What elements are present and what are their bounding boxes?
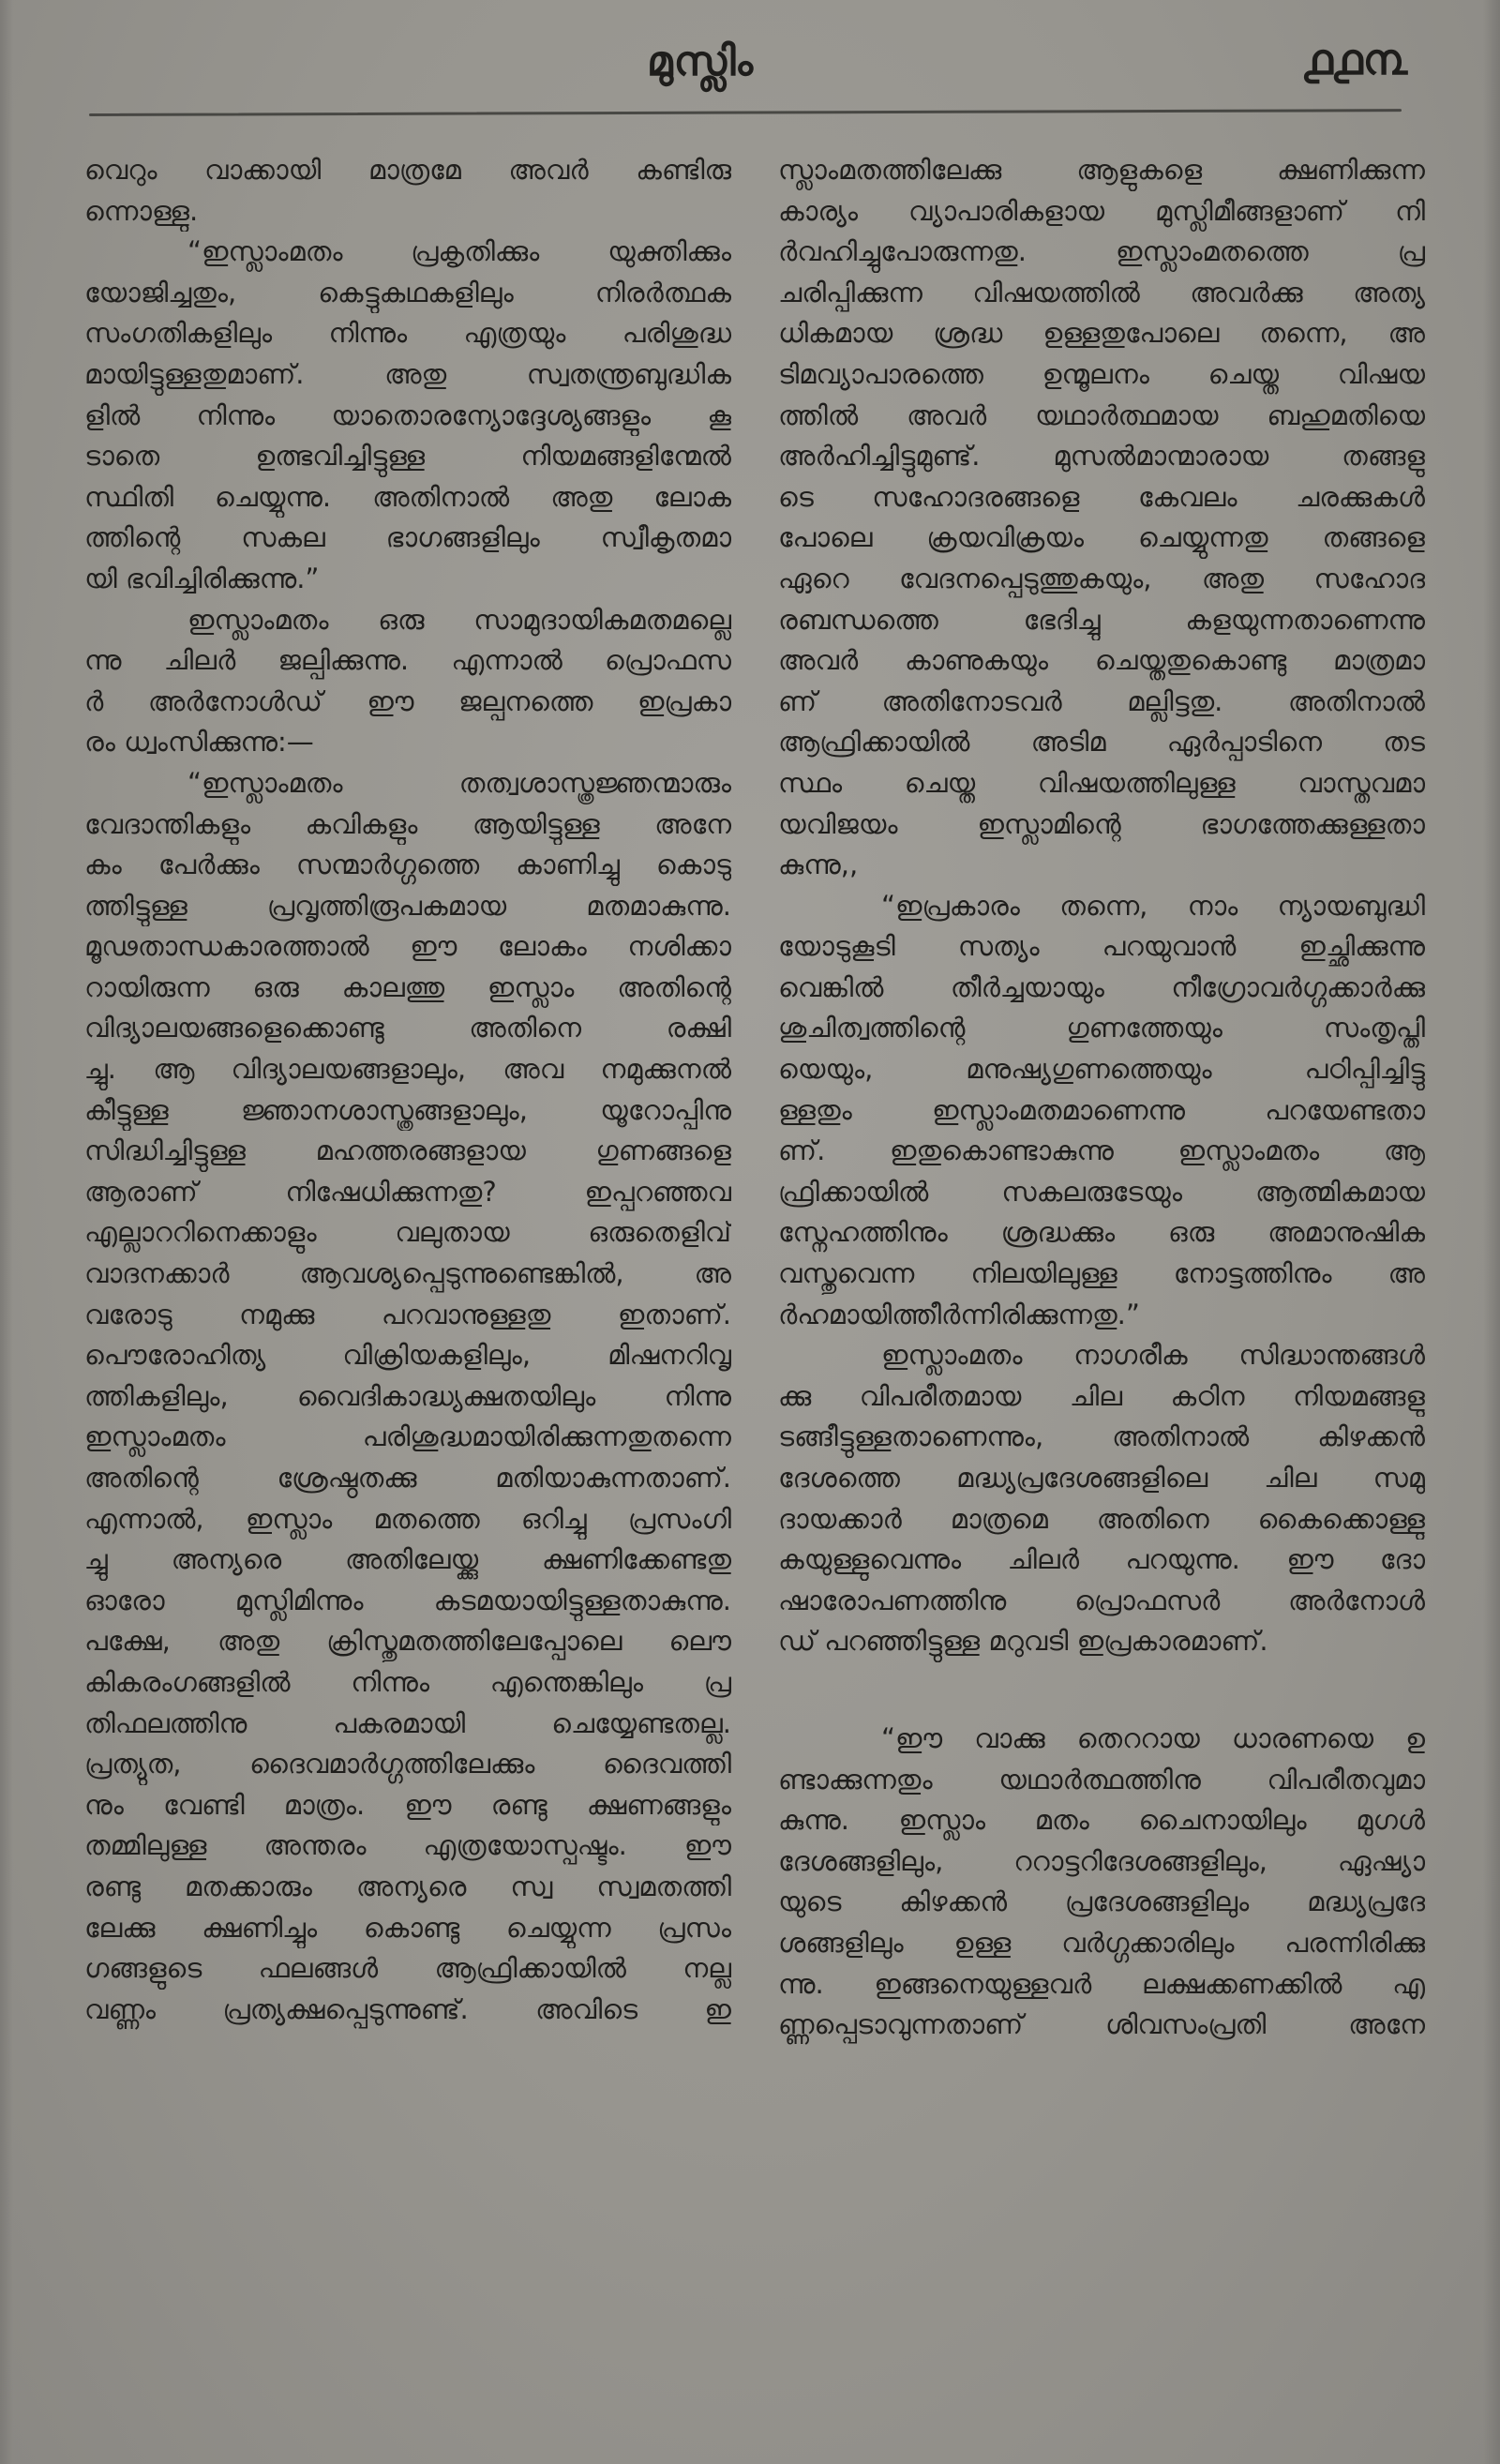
text-line: ഓരോ മുസ്ലിമിന്നും കടമയായിട്ടുള്ളതാകുന്നു.	[84, 1584, 731, 1616]
text-line: ത്തിൽ അവർ യഥാർത്ഥമായ ബഹുമതിയെ	[778, 398, 1425, 431]
text-line: തമ്മിലുള്ള അന്തരം എത്രയോസ്പഷ്ടം. ഈ	[84, 1829, 731, 1862]
text-line: വിദ്യാലയങ്ങളെക്കൊണ്ടു അതിനെ രക്ഷി	[84, 1012, 731, 1044]
text-line: അർഹിച്ചിട്ടുമുണ്ട്. മുസൽമാന്മാരായ തങ്ങളു	[778, 440, 1425, 473]
text-line: മൂഢതാന്ധകാരത്താൽ ഈ ലോകം നശിക്കാ	[84, 930, 731, 963]
text-line: ടിമവ്യാപാരത്തെ ഉന്മൂലനം ചെയ്ത വിഷയ	[778, 357, 1425, 390]
text-line: ആരാണ് നിഷേധിക്കുന്നതു? ഇപ്പറഞ്ഞവ	[84, 1175, 731, 1208]
text-line: വേദാന്തികളും കവികളും ആയിട്ടുള്ള അനേ	[84, 807, 731, 840]
text-line: ത്തിട്ടുള്ള പ്രവൃത്തിരൂപകമായ മതമാകുന്നു.	[84, 889, 731, 922]
text-line: ടെ സഹോദരങ്ങളെ കേവലം ചരക്കുകൾ	[778, 480, 1425, 513]
text-line: “ഈ വാക്കു തെററായ ധാരണയെ ഉ	[881, 1721, 1425, 1754]
page-number: ൧൧൩	[1303, 34, 1408, 84]
text-line: യുടെ കിഴക്കൻ പ്രദേശങ്ങളിലും മദ്ധ്യപ്രദേ	[778, 1886, 1425, 1918]
text-line: കുന്നു,,	[778, 849, 859, 881]
text-line: ശുചിത്വത്തിന്റെ ഗുണത്തേയും സംതൃപ്തി	[778, 1012, 1425, 1044]
text-line: വെങ്കിൽ തീർച്ചയായും നീഗ്രോവർഗ്ഗക്കാർക്കു	[778, 970, 1425, 1003]
text-line: ച്ചു. ആ വിദ്യാലയങ്ങളാലും, അവ നമുക്കുനൽ	[84, 1053, 731, 1086]
text-line: ഇസ്ലാംമതം ഒരു സാമുദായികമതമല്ലെ	[188, 603, 731, 636]
text-line: ഫ്രിക്കായിൽ സകലരുടേയും ആത്മികമായ	[778, 1175, 1425, 1208]
text-line: ത്തികളിലും, വൈദികാദ്ധ്യക്ഷതയിലും നിന്നു	[84, 1379, 731, 1412]
text-line: ർഹമായിത്തീർന്നിരിക്കുന്നതു.”	[778, 1298, 1140, 1330]
text-line: കാര്യം വ്യാപാരികളായ മുസ്ലിമീങ്ങളാണ് നി	[778, 194, 1425, 227]
text-line: ണ്ണപ്പെടാവുന്നതാണ് ശിവസംപ്രതി അനേ	[778, 2008, 1425, 2041]
text-line: പൌരോഹിത്യ വിക്രിയകളിലും, മിഷനറിവൃ	[84, 1339, 731, 1372]
text-line: സ്ഥിതി ചെയ്യുന്നു. അതിനാൽ അതു ലോക	[84, 480, 731, 513]
text-line: ന്നൊള്ളു.	[84, 194, 199, 227]
text-line: അതിന്റെ ശ്രേഷ്ഠതക്കു മതിയാകുന്നതാണ്.	[84, 1462, 731, 1494]
text-line: രം ധ്വംസിക്കുന്നു:—	[84, 726, 314, 759]
text-line: അവർ കാണുകയും ചെയ്തതുകൊണ്ടു മാത്രമാ	[778, 644, 1425, 677]
scan-edge-right	[1483, 0, 1500, 2464]
text-line: വണ്ണം പ്രത്യക്ഷപ്പെടുന്നുണ്ട്. അവിടെ ഇ	[84, 1992, 731, 2025]
text-line: ഏറെ വേദനപ്പെടുത്തുകയും, അതു സഹോദ	[778, 562, 1425, 594]
text-line: ചരിപ്പിക്കുന്ന വിഷയത്തിൽ അവർക്കു അത്യ	[778, 276, 1425, 308]
text-line: പ്രത്യുത, ദൈവമാർഗ്ഗത്തിലേക്കും ദൈവത്തി	[84, 1748, 731, 1780]
text-line: ണ്. ഇതുകൊണ്ടാകുന്നു ഇസ്ലാംമതം ആ	[778, 1134, 1425, 1167]
running-head	[0, 34, 1500, 99]
text-line: ഗങ്ങളുടെ ഫലങ്ങൾ ആഫ്രിക്കായിൽ നല്ല	[84, 1952, 731, 1985]
text-line: റായിരുന്ന ഒരു കാലത്തു ഇസ്ലാം അതിന്റെ	[84, 970, 731, 1003]
text-line: ത്തിന്റെ സകല ഭാഗങ്ങളിലും സ്വീകൃതമാ	[84, 521, 731, 554]
text-line: ർവഹിച്ചുപോരുന്നതു. ഇസ്ലാംമതത്തെ പ്ര	[778, 235, 1425, 268]
text-line: വാദനക്കാർ ആവശ്യപ്പെടുന്നുണ്ടെങ്കിൽ, അ	[84, 1257, 731, 1290]
text-line: ടാതെ ഉത്ഭവിച്ചിട്ടുള്ള നിയമങ്ങളിന്മേൽ	[84, 440, 731, 473]
text-line: ണ്ടാക്കുന്നതും യഥാർത്ഥത്തിനു വിപരീതവുമാ	[778, 1763, 1425, 1795]
text-line: സ്ലാംമതത്തിലേക്കു ആളുകളെ ക്ഷണിക്കുന്ന	[778, 154, 1425, 186]
text-line: ന്നു ചിലർ ജല്പിക്കുന്നു. എന്നാൽ പ്രൊഫസ	[84, 644, 731, 677]
text-line: യവിജയം ഇസ്ലാമിന്റെ ഭാഗത്തേക്കുള്ളതാ	[778, 807, 1425, 840]
text-line: സംഗതികളിലും നിന്നും എത്രയും പരിശുദ്ധ	[84, 317, 731, 350]
text-line: “ഇസ്ലാംമതം തത്വശാസ്ത്രജ്ഞന്മാരും	[188, 766, 731, 799]
text-line: സിദ്ധിച്ചിട്ടുള്ള മഹത്തരങ്ങളായ ഗുണങ്ങളെ	[84, 1134, 731, 1167]
text-line: കുന്നു. ഇസ്ലാം മതം ചൈനായിലും മുഗൾ	[778, 1804, 1425, 1837]
text-line: “ഇപ്രകാരം തന്നെ, നാം ന്യായബുദ്ധി	[881, 889, 1425, 922]
text-line: വരോടു നമുക്കു പറവാനുള്ളതു ഇതാണ്.	[84, 1298, 731, 1330]
text-line: ടങ്ങീട്ടുള്ളതാണെന്നും, അതിനാൽ കിഴക്കൻ	[778, 1420, 1425, 1453]
text-line: യി ഭവിച്ചിരിക്കുന്നു.”	[84, 562, 320, 594]
text-line: ലേക്കു ക്ഷണിച്ചും കൊണ്ടു ചെയ്യുന്ന പ്രസം	[84, 1911, 731, 1944]
text-line: ധികമായ ശ്രദ്ധ ഉള്ളതുപോലെ തന്നെ, അ	[778, 317, 1425, 350]
scan-edge-left	[0, 0, 13, 2464]
text-line: തിഫലത്തിനു പകരമായി ചെയ്യേണ്ടതല്ല.	[84, 1706, 731, 1739]
text-line: പോലെ ക്രയവിക്രയം ചെയ്യുന്നതു തങ്ങളെ	[778, 521, 1425, 554]
text-line: രണ്ടു മതക്കാരും അന്യരെ സ്വ സ്വമതത്തി	[84, 1870, 731, 1902]
header-rule	[89, 109, 1402, 116]
text-line: വസ്തുവെന്ന നിലയിലുള്ള നോട്ടത്തിനും അ	[778, 1257, 1425, 1290]
text-line: കികരംഗങ്ങളിൽ നിന്നും എന്തെങ്കിലും പ്ര	[84, 1665, 731, 1698]
text-line: മായിട്ടുള്ളതുമാണ്. അതു സ്വതന്ത്രബുദ്ധിക	[84, 357, 731, 390]
text-line: ഇസ്ലാംമതം പരിശുദ്ധമായിരിക്കുന്നതുതന്നെ	[84, 1420, 731, 1453]
text-line: പക്ഷേ, അതു ക്രിസ്തുമതത്തിലേപ്പോലെ ലൌ	[84, 1625, 731, 1658]
running-title: മുസ്ലിം	[647, 38, 755, 85]
text-line: ളിൽ നിന്നും യാതൊരന്യോദ്ദേശ്യങ്ങളും കൂ	[84, 398, 731, 431]
text-line: കീട്ടുള്ള ജ്ഞാനശാസ്ത്രങ്ങളാലും, യൂറോപ്പിനു	[84, 1093, 731, 1126]
text-line: സ്നേഹത്തിനും ശ്രദ്ധക്കും ഒരു അമാനുഷിക	[778, 1216, 1425, 1249]
text-line: കയുള്ളുവെന്നും ചിലർ പറയുന്നു. ഈ ദോ	[778, 1543, 1425, 1576]
text-line: യോജിച്ചതും, കെട്ടുകഥകളിലും നിരർത്ഥക	[84, 276, 731, 308]
text-line: ച്ചു അന്യരെ അതിലേയ്ക്കു ക്ഷണിക്കേണ്ടതു	[84, 1543, 731, 1576]
text-line: നും വേണ്ടി മാത്രം. ഈ രണ്ടു ക്ഷണങ്ങളും	[84, 1788, 731, 1821]
text-line: യെയും, മനുഷ്യഗുണത്തെയും പഠിപ്പിച്ചിട്ടു	[778, 1053, 1425, 1086]
text-line: രബന്ധത്തെ ഭേദിച്ചു കളയുന്നതാണെന്നു	[778, 603, 1425, 636]
text-line: എല്ലാററിനെക്കാളും വലുതായ ഒരുതെളിവ്	[84, 1216, 731, 1249]
text-line: യോടുകൂടി സത്യം പറയുവാൻ ഇച്ഛിക്കുന്നു	[778, 930, 1425, 963]
text-line: എന്നാൽ, ഇസ്ലാം മതത്തെ ഒറിച്ചു പ്രസംഗി	[84, 1502, 731, 1535]
text-line: ഷാരോപണത്തിനു പ്രൊഫസർ അർനോൾ	[778, 1584, 1425, 1616]
text-line: കം പേർക്കും സന്മാർഗ്ഗത്തെ കാണിച്ചു കൊടു	[84, 849, 731, 881]
text-line	[778, 1662, 1425, 1719]
text-line: ക്കു വിപരീതമായ ചില കഠിന നിയമങ്ങളു	[778, 1379, 1425, 1412]
text-line: ദായക്കാർ മാത്രമെ അതിനെ കൈക്കൊള്ളു	[778, 1502, 1425, 1535]
text-line: ന്നു. ഇങ്ങനെയുള്ളവർ ലക്ഷക്കണക്കിൽ എ	[778, 1967, 1425, 2000]
text-line: ദേശത്തെ മദ്ധ്യപ്രദേശങ്ങളിലെ ചില സമു	[778, 1462, 1425, 1494]
text-line: ള്ളതും ഇസ്ലാംമതമാണെന്നു പറയേണ്ടതാ	[778, 1093, 1425, 1126]
text-line: സ്ഥം ചെയ്ത വിഷയത്തിലുള്ള വാസ്തവമാ	[778, 766, 1425, 799]
text-line: ഡ് പറഞ്ഞിട്ടുള്ള മറുവടി ഇപ്രകാരമാണ്.	[778, 1625, 1268, 1658]
text-line: ശങ്ങളിലും ഉള്ള വർഗ്ഗക്കാരിലും പരന്നിരിക്കു	[778, 1926, 1425, 1959]
text-line: വെറും വാക്കായി മാത്രമേ അവർ കണ്ടിരു	[84, 154, 731, 186]
text-line: “ഇസ്ലാംമതം പ്രകൃതിക്കും യുക്തിക്കും	[188, 235, 731, 268]
text-line: ർ അർനോൾഡ് ഈ ജല്പനത്തെ ഇപ്രകാ	[84, 684, 731, 717]
right-text-column	[778, 150, 1425, 2046]
left-text-column	[84, 150, 731, 2030]
text-line: ആഫ്രിക്കായിൽ അടിമ ഏർപ്പാടിനെ തട	[778, 726, 1425, 759]
text-line: ദേശങ്ങളിലും, ററാട്ടറിദേശങ്ങളിലും, ഏഷ്യാ	[778, 1844, 1425, 1877]
text-line: ണ് അതിനോടവർ മല്ലിട്ടതു. അതിനാൽ	[778, 684, 1425, 717]
text-line: ഇസ്ലാംമതം നാഗരീക സിദ്ധാന്തങ്ങൾ	[881, 1339, 1425, 1372]
